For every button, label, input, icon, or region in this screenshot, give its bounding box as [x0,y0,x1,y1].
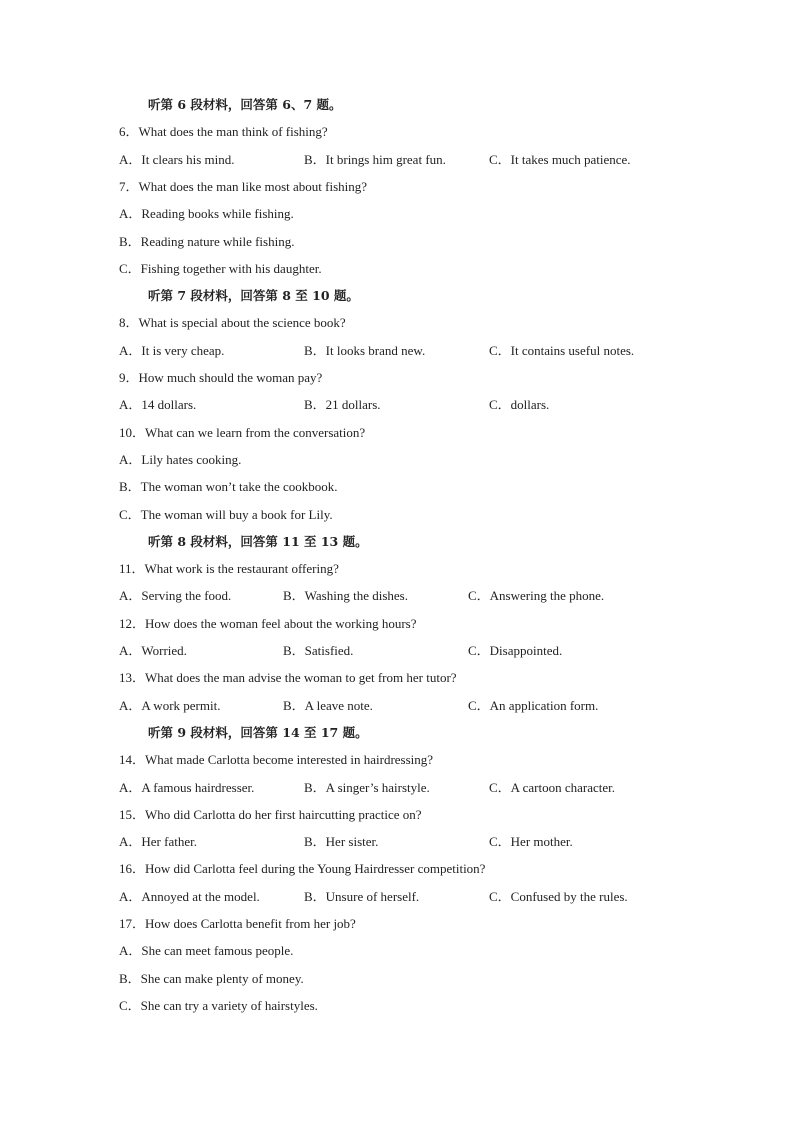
answer-option: A．She can meet famous people. [119,943,294,959]
answer-option: B．Satisfied. [283,643,354,658]
section-heading: 听第 6 段材料，回答第 6、7 题。 [148,97,342,112]
question-text: 12．How does the woman feel about the working hours? [119,615,417,631]
answer-option: C．Fishing together with his daughter. [119,260,322,276]
answer-option: B．Her sister. [304,834,379,850]
question-text: 8．What is special about the science book? [119,315,346,331]
question-text: 17．How does Carlotta benefit from her job? [119,916,356,931]
answer-option: B．It looks brand new. [304,342,426,358]
answer-option: B．It brings him great fun. [304,151,446,167]
answer-option: B．Unsure of herself. [304,888,420,904]
answer-option: B．21 dollars. [304,397,381,413]
answer-option: A．Reading books while fishing. [119,206,294,222]
answer-option: A．A famous hairdresser. [119,779,255,795]
question-text: 10．What can we learn from the conversation? [119,424,366,440]
answer-option: A．Annoyed at the model. [119,888,260,904]
answer-option: C．Disappointed. [468,643,563,658]
question-text: 9．How much should the woman pay? [119,370,323,385]
answer-option: A．14 dollars. [119,397,197,413]
answer-option: A．A work permit. [119,697,221,713]
answer-option: A．It clears his mind. [119,151,235,167]
question-text: 14．What made Carlotta become interested in hairdressing? [119,752,434,768]
question-text: 6．What does the man think of fishing? [119,124,328,140]
section-heading: 听第 9 段材料，回答第 14 至 17 题。 [148,724,368,740]
answer-option: A．Lily hates cooking. [119,451,242,467]
answer-option: C．The woman will buy a book for Lily. [119,506,333,522]
answer-option: C．Her mother. [489,834,573,850]
answer-option: B．A leave note. [283,697,373,713]
answer-option: C．Answering the phone. [468,588,605,604]
section-heading: 听第 8 段材料，回答第 11 至 13 题。 [148,533,368,549]
answer-option: B．The woman won’t take the cookbook. [119,479,338,495]
question-text: 7．What does the man like most about fishing? [119,178,368,194]
answer-option: B．She can make plenty of money. [119,970,304,986]
answer-option: C．An application form. [468,697,599,713]
answer-option: C．dollars. [489,397,550,413]
answer-option: B．Washing the dishes. [283,588,408,604]
answer-option: C．She can try a variety of hairstyles. [119,997,318,1013]
question-text: 11．What work is the restaurant offering? [119,561,339,577]
answer-option: C．It contains useful notes. [489,342,635,358]
section-heading: 听第 7 段材料，回答第 8 至 10 题。 [148,288,359,304]
answer-option: C．It takes much patience. [489,151,631,167]
answer-option: A．It is very cheap. [119,342,225,358]
answer-option: A．Her father. [119,834,197,850]
answer-option: A．Serving the food. [119,588,232,604]
question-text: 16．How did Carlotta feel during the Young Hairdresser competition? [119,861,486,877]
answer-option: B．A singer’s hairstyle. [304,779,430,795]
question-text: 13．What does the man advise the woman to get from her tutor? [119,670,457,686]
answer-option: C．A cartoon character. [489,779,615,795]
answer-option: B．Reading nature while fishing. [119,233,295,249]
question-text: 15．Who did Carlotta do her first haircutting practice on? [119,806,422,822]
answer-option: C．Confused by the rules. [489,888,628,904]
answer-option: A．Worried. [119,643,187,658]
